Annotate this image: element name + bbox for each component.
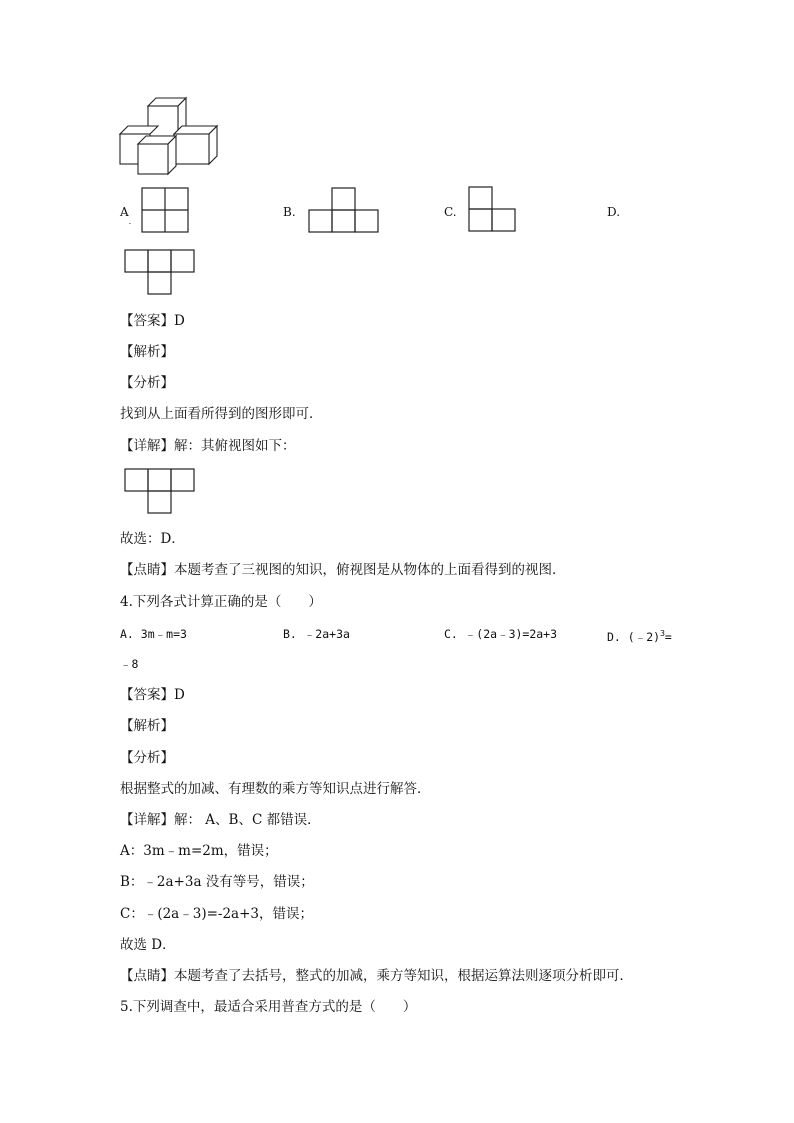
q4-option-c: C. ﹣(2a﹣3)=2a+3	[444, 627, 558, 641]
q3-top-view-figure	[124, 468, 196, 514]
q3-analysis-text: 找到从上面看所得到的图形即可．	[120, 406, 323, 422]
q3-option-d-label: D.	[607, 205, 621, 219]
q4-step-a: A：3m﹣m=2m，错误；	[120, 843, 278, 859]
q3-comment-text: 【点睛】本题考查了三视图的知识，俯视图是从物体的上面看得到的视图．	[120, 562, 566, 578]
q3-option-b-label: B.	[283, 205, 296, 219]
q4-answer: 【答案】D	[120, 687, 185, 703]
q4-comment-text: 【点睛】本题考查了去括号，整式的加减，乘方等知识，根据运算法则逐项分析即可．	[120, 968, 633, 984]
q4-fenxi-heading: 【分析】	[120, 750, 174, 766]
q4-option-d-wrap: ﹣8	[120, 657, 139, 671]
q4-step-c: C：﹣(2a﹣3)=-2a+3，错误；	[120, 906, 314, 922]
q3-option-c-label: C.	[444, 205, 457, 219]
q3-answer: 【答案】D	[120, 313, 185, 329]
q4-option-b: B. ﹣2a+3a	[283, 627, 350, 641]
q3-option-a-figure	[141, 187, 189, 233]
q4-choose-text: 故选 D．	[120, 937, 176, 953]
q4-detail-text: 【详解】解： A、B、C 都错误．	[120, 812, 321, 828]
q3-option-b-figure	[308, 187, 380, 233]
q3-choose-text: 故选：D．	[120, 531, 185, 547]
q3-detail-text: 【详解】解：其俯视图如下：	[120, 438, 296, 454]
q3-option-c-figure	[468, 186, 518, 232]
cube-stack-figure	[118, 96, 218, 176]
q3-option-a-label: $A_.$	[120, 205, 132, 226]
q4-option-d: D. (﹣2)$^3$=	[607, 629, 672, 644]
q4-analysis-text: 根据整式的加减、有理数的乘方等知识点进行解答．	[120, 781, 431, 797]
q4-question: 4.下列各式计算正确的是（ ）	[120, 594, 322, 610]
q4-jiexi-heading: 【解析】	[120, 718, 174, 734]
q3-fenxi-heading: 【分析】	[120, 375, 174, 391]
q4-option-a: A. 3m﹣m=3	[120, 627, 187, 641]
q3-jiexi-heading: 【解析】	[120, 344, 174, 360]
q4-step-b: B：﹣2a+3a 没有等号，错误；	[120, 874, 314, 890]
q3-option-d-figure	[124, 249, 196, 295]
q5-question: 5.下列调查中，最适合采用普查方式的是（ ）	[120, 999, 417, 1015]
